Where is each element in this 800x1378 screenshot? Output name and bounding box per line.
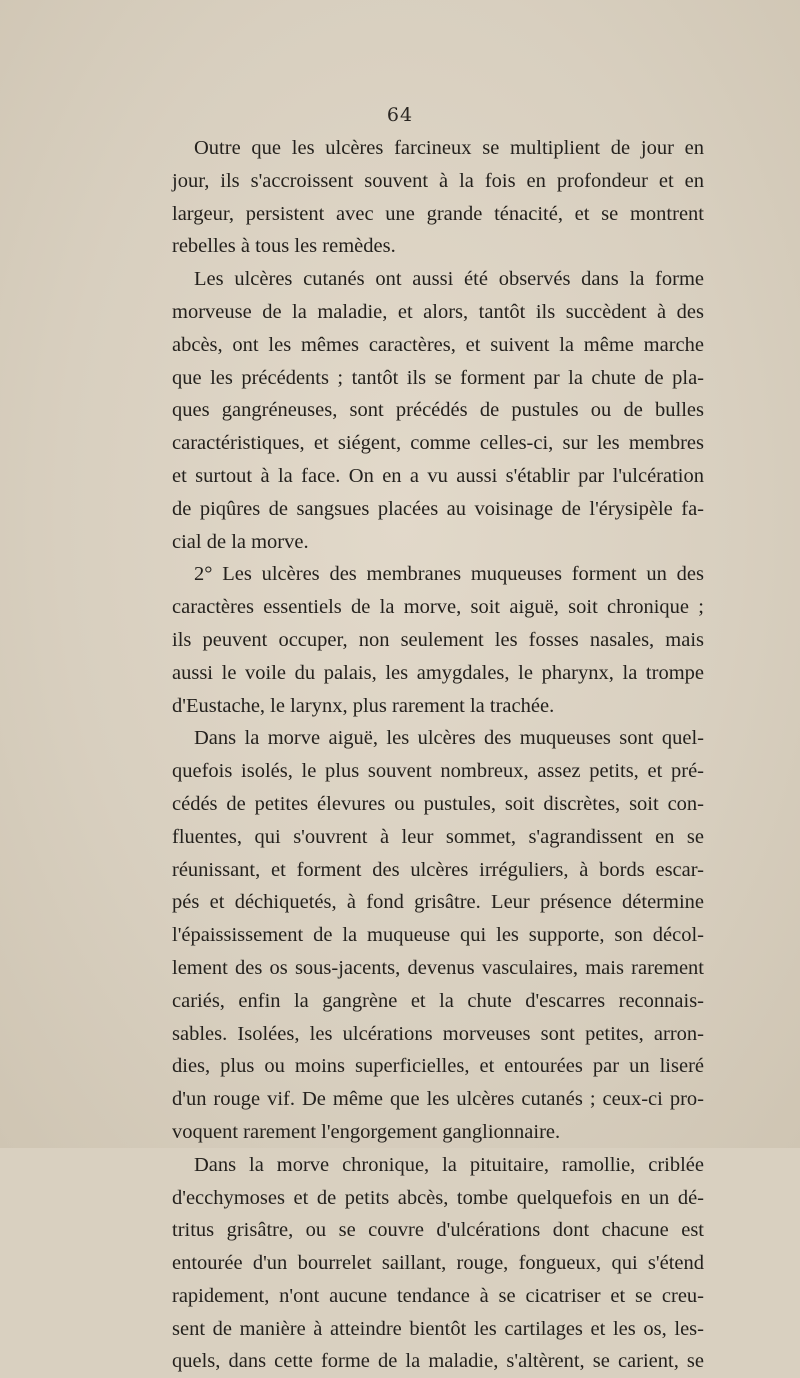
text-line: tritus grisâtre, ou se couvre d'ulcérations dont chacune est: [172, 1219, 704, 1242]
text-line: lement des os sous-jacents, devenus vasculaires, mais rarement: [172, 956, 704, 979]
text-line: quefois isolés, le plus souvent nombreux, assez petits, et pré-: [172, 760, 704, 783]
text-line: sables. Isolées, les ulcérations morveuses sont petites, arron-: [172, 1022, 704, 1045]
text-line: pés et déchiquetés, à fond grisâtre. Leur présence détermine: [172, 891, 704, 914]
text-line: Dans la morve chronique, la pituitaire, ramollie, criblée: [194, 1153, 704, 1176]
text-line: dies, plus ou moins superficielles, et entourées par un liseré: [172, 1055, 704, 1078]
text-line: caractères essentiels de la morve, soit aiguë, soit chronique ;: [172, 596, 704, 619]
body-text: [172, 132, 704, 1378]
text-line: cédés de petites élevures ou pustules, soit discrètes, soit con-: [172, 792, 704, 815]
text-line: et surtout à la face. On en a vu aussi s'établir par l'ulcération: [172, 464, 704, 487]
text-line: d'un rouge vif. De même que les ulcères cutanés ; ceux-ci pro-: [172, 1088, 704, 1111]
text-line: aussi le voile du palais, les amygdales, le pharynx, la trompe: [172, 661, 704, 684]
text-line: ils peuvent occuper, non seulement les fosses nasales, mais: [172, 628, 704, 651]
text-line: que les précédents ; tantôt ils se forment par la chute de pla-: [172, 366, 704, 389]
text-line: Les ulcères cutanés ont aussi été observés dans la forme: [194, 268, 704, 291]
text-line: d'Eustache, le larynx, plus rarement la trachée.: [172, 694, 555, 717]
text-line: cial de la morve.: [172, 530, 309, 553]
text-line: sent de manière à atteindre bientôt les cartilages et les os, les-: [172, 1317, 704, 1340]
text-line: l'épaississement de la muqueuse qui les supporte, son décol-: [172, 924, 704, 947]
text-line: entourée d'un bourrelet saillant, rouge, fongueux, qui s'étend: [172, 1252, 704, 1275]
text-line: Outre que les ulcères farcineux se multiplient de jour en: [194, 137, 704, 159]
text-line: voquent rarement l'engorgement ganglionnaire.: [172, 1120, 561, 1143]
text-line: caractéristiques, et siégent, comme celles-ci, sur les membres: [172, 432, 704, 455]
text-line: jour, ils s'accroissent souvent à la fois en profondeur et en: [172, 169, 704, 192]
text-line: 2° Les ulcères des membranes muqueuses forment un des: [194, 563, 704, 586]
text-line: abcès, ont les mêmes caractères, et suivent la même marche: [172, 333, 704, 356]
text-line: cariés, enfin la gangrène et la chute d'escarres reconnais-: [172, 989, 704, 1012]
text-line: quels, dans cette forme de la maladie, s'altèrent, se carient, se: [172, 1350, 704, 1373]
page-number: 64: [386, 104, 414, 126]
text-line: réunissant, et forment des ulcères irréguliers, à bords escar-: [172, 858, 704, 881]
text-line: rebelles à tous les remèdes.: [172, 235, 396, 258]
text-line: d'ecchymoses et de petits abcès, tombe quelquefois en un dé-: [172, 1186, 704, 1209]
text-line: largeur, persistent avec une grande ténacité, et se montrent: [172, 202, 704, 225]
text-line: rapidement, n'ont aucune tendance à se cicatriser et se creu-: [172, 1284, 704, 1307]
text-line: ques gangréneuses, sont précédés de pustules ou de bulles: [172, 399, 704, 422]
text-line: Dans la morve aiguë, les ulcères des muqueuses sont quel-: [194, 727, 704, 750]
text-line: morveuse de la maladie, et alors, tantôt ils succèdent à des: [172, 300, 704, 323]
text-line: de piqûres de sangsues placées au voisinage de l'érysipèle fa-: [172, 497, 704, 520]
text-line: fluentes, qui s'ouvrent à leur sommet, s'agrandissent en se: [172, 825, 704, 848]
